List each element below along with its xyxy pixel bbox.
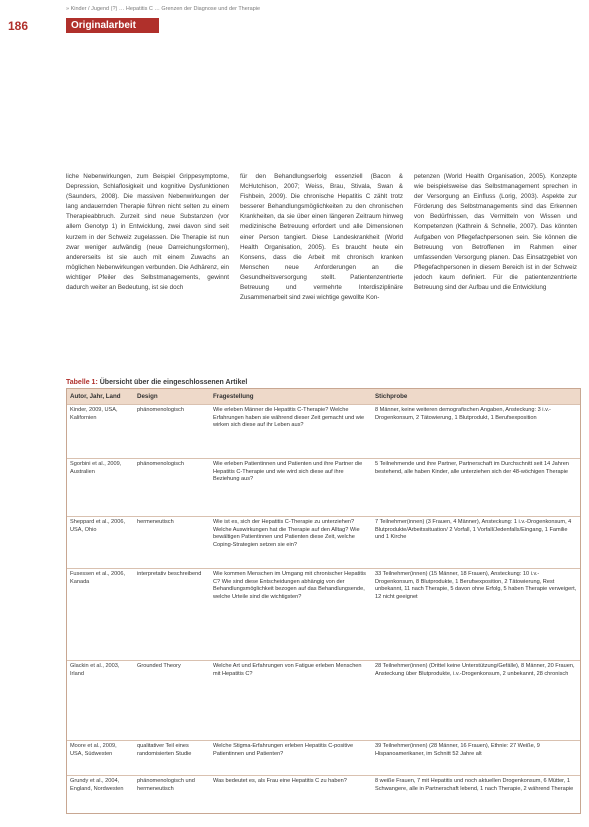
cell-author: Grundy et al., 2004, England, Nordwesten — [67, 776, 134, 797]
cell-sample: 7 Teilnehmer(innen) (3 Frauen, 4 Männer), Ansteckung: 1 i.v.-Drogenkonsum, 4 Blutprodukte/Arbeitssituation/ 2 Vorfall, 1 Vorfall/Jedenfalls/Eingang, 1 Familie und 1 Kirche — [372, 517, 580, 569]
cell-author: Moore et al., 2009, USA, Südwesten — [67, 741, 134, 776]
body-column-1 — [66, 172, 229, 375]
cell-sample: 8 weiße Frauen, 7 mit Hepatitis und noch aktuellen Drogenkonsum, 6 Mütter, 1 Schwangere, alle in Partnerschaft lebend, 1 nach Therapie, 2 während Therapie — [372, 776, 580, 797]
cell-sample: 28 Teilnehmer(innen) (Drittel keine Unterstützung/Gefälle), 8 Männer, 20 Frauen, Ansteckung über Blutprodukte, i.v.-Drogenkonsum, 2 unbekannt, 28 chronisch — [372, 661, 580, 741]
cell-question: Was bedeutet es, als Frau eine Hepatitis C zu haben? — [210, 776, 372, 797]
cell-question: Wie erleben Patientinnen und Patienten und ihre Partner die Hepatitis C-Therapie und wie wird sich diese auf ihre Beziehung aus? — [210, 459, 372, 517]
column-header-question: Fragestellung — [210, 389, 372, 405]
cell-design: phänomenologisch — [134, 459, 210, 517]
cell-author: Kinder, 2009, USA, Kalifornien — [67, 405, 134, 459]
body-paragraph: liche Nebenwirkungen, zum Beispiel Grippesymptome, Depression, Schlaflosigkeit und kognitive Dysfunktionen (Saunders, 2008). Die massiven Nebenwirkungen der lang andauernden Therapie führen nicht selten zu einem Therapieabbruch. Zurzeit sind neue Substanzen (vor allem Genotyp 1) in Entwicklung, zwei davon sind seit kurzem in der Schweiz zugelassen. Die Therapie ist nun zwar weniger aufwändig (neue Darreichungsformen), andererseits ist sie auch mit einem Zuwachs an möglichen Nebenwirkungen verbunden. Die Adhärenz, ein wichtiger Pfeiler des Selbstmanagements, gewinnt dadurch weiter an Bedeutung, ist sie doch — [66, 173, 229, 292]
table-header-row — [67, 389, 580, 405]
body-paragraph: petenzen (World Health Organisation, 2005). Konzepte wie beispielsweise das Selbstmanagement sprechen in der Versorgung an Einfluss (Lorig, 2003). Aspekte zur Förderung des Selbstmanagements sind das Erkennen von Bedürfnissen, das Vermitteln von Wissen und Kompetenzen (Kathrein & Schnelle, 2007). Das könnten Aufgaben von Pflegefachpersonen sein. Sie können die Betreuung von Betroffenen im Rahmen einer umfassenden Versorgung planen. Das Einsatzgebiet von Pflegefachpersonen in diesem Bereich ist in der Schweiz jedoch kaum definiert. Für die patientenzentrierte Betreuung sind der Aufbau und die Entwicklung — [414, 173, 577, 292]
cell-question: Welche Stigma-Erfahrungen erleben Hepatitis C-positive Patientinnen und Patienten? — [210, 741, 372, 776]
section-banner: Originalarbeit — [66, 18, 159, 33]
cell-question: Wie kommen Menschen im Umgang mit chronischer Hepatitis C? Wie sind diese Entscheidungen abhängig von der Behandlungsmöglichkeit bezogen auf das Behandlungsende, welche Urteile sind die wichtigsten? — [210, 569, 372, 661]
cell-sample: 39 Teilnehmer(innen) (28 Männer, 16 Frauen), Ethnie: 27 Weiße, 9 Hispanoamerikaner, im Schnitt 52 Jahre alt — [372, 741, 580, 776]
cell-design: interpretativ beschreibend — [134, 569, 210, 661]
cell-question: Welche Art und Erfahrungen von Fatigue erleben Menschen mit Hepatitis C? — [210, 661, 372, 741]
table-row — [67, 741, 580, 776]
cell-design: phänomenologisch — [134, 405, 210, 459]
cell-sample: 8 Männer, keine weiteren demografischen Angaben, Ansteckung: 3 i.v.-Drogenkonsum, 2 Tätowierung, 1 Blutprodukt, 1 Berufsexposition — [372, 405, 580, 459]
table-row — [67, 517, 580, 569]
table-caption-label: Tabelle 1: — [66, 379, 98, 386]
cell-author: Sgorbini et al., 2009, Australien — [67, 459, 134, 517]
body-column-2 — [240, 172, 403, 375]
breadcrumb: » Kinder / Jugend (?) … Hepatitis C … Grenzen der Diagnose und der Therapie — [66, 6, 261, 12]
cell-author: Glackin et al., 2003, Irland — [67, 661, 134, 741]
table-row — [67, 405, 580, 459]
cell-design: phänomenologisch und hermeneutisch — [134, 776, 210, 797]
cell-sample: 5 Teilnehmende und ihre Partner, Partnerschaft im Durchschnitt seit 14 Jahren bestehend, alle haben Kinder, alle unterziehen sich der 48-wöchigen Therapie — [372, 459, 580, 517]
table-caption-text: Übersicht über die eingeschlossenen Artikel — [99, 379, 248, 386]
cell-author: Sheppard et al., 2006, USA, Ohio — [67, 517, 134, 569]
column-header-design: Design — [134, 389, 210, 405]
cell-design: qualitativer Teil eines randomisierten Studie — [134, 741, 210, 776]
table-row — [67, 569, 580, 661]
table-row — [67, 776, 580, 797]
table-row — [67, 459, 580, 517]
cell-question: Wie ist es, sich der Hepatitis C-Therapie zu unterziehen? Welche Auswirkungen hat die Therapie auf den Alltag? Wie bewältigen Patientinnen und Patienten diese Zeit, welche Coping-Strategien setzen sie ein? — [210, 517, 372, 569]
cell-design: Grounded Theory — [134, 661, 210, 741]
articles-table — [66, 388, 581, 814]
column-header-author: Autor, Jahr, Land — [67, 389, 134, 405]
table-caption — [66, 379, 247, 386]
body-column-3 — [414, 172, 577, 375]
page-number: 186 — [8, 19, 29, 33]
table-row — [67, 661, 580, 741]
body-paragraph: für den Behandlungserfolg essenziell (Bacon & McHutchison, 2007; Weiss, Brau, Stivala, Swan & Fishbein, 2009). Die chronische Hepatitis C zählt trotz besserer Behandlungsmöglichkeiten zu den chronischen Krankheiten, da sie über einen längeren Zeitraum hinweg medizinische Betreuung erfordert und alle Dimensionen einer Person tangiert. Diese Landeskrankheit (World Health Organisation, 2005). Es braucht heute ein Konsens, dass die Arbeit mit chronisch kranken Menschen neue Anforderungen an die Gesundheitsversorgung stellt. Patientenzentrierte Betreuung und vermehrte Interdisziplinäre Zusammenarbeit sind zwei wichtige gewollte Kon- — [240, 173, 403, 302]
body-text-columns — [66, 172, 578, 375]
cell-sample: 33 Teilnehmer(innen) (15 Männer, 18 Frauen), Ansteckung: 10 i.v.-Drogenkonsum, 8 Blutprodukte, 1 Berufsexposition, 2 Tätowierung, Rest unbekannt, 11 nach Therapie, 5 davon ohne Erfolg, 5 haben Therapie verweigert, 12 nicht geeignet — [372, 569, 580, 661]
cell-question: Wie erleben Männer die Hepatitis C-Therapie? Welche Erfahrungen haben sie während dieser Zeit gemacht und wie wirken sich diese auf ihr Leben aus? — [210, 405, 372, 459]
column-header-sample: Stichprobe — [372, 389, 580, 405]
cell-design: hermeneutisch — [134, 517, 210, 569]
cell-author: Fusessen et al., 2006, Kanada — [67, 569, 134, 661]
